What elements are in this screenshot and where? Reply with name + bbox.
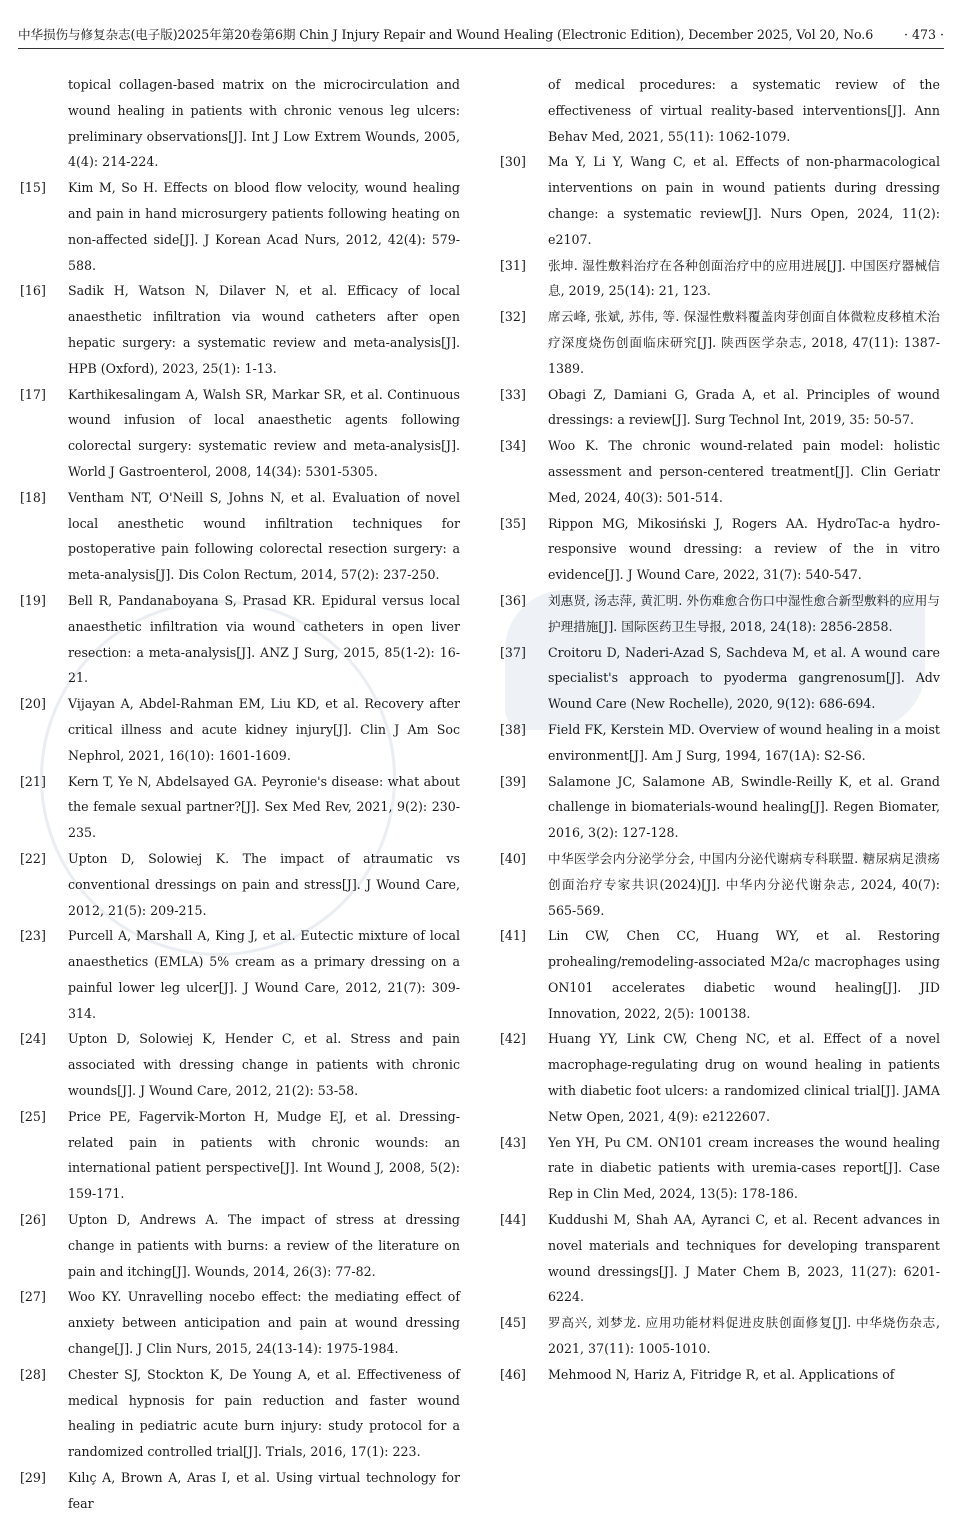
reference-text: Yen YH, Pu CM. ON101 cream increases the wound healing rate in diabetic patients with uremia-cases report[J]. Case Rep in Clin Med, 2024, 13(5): 178-186.: [548, 1134, 940, 1202]
reference-number: [17]: [20, 386, 46, 402]
reference-text: Bell R, Pandanaboyana S, Prasad KR. Epidural versus local anaesthetic infiltration via wound catheters in open liver resection: a meta-analysis[J]. ANZ J Surg, 2015, 85(1-2): 16-21.: [68, 592, 460, 686]
reference-entry: [20, 846, 460, 923]
reference-entry: [20, 769, 460, 846]
reference-entry: [500, 72, 940, 149]
reference-number: [37]: [500, 644, 526, 660]
reference-text: Upton D, Solowiej K, Hender C, et al. Stress and pain associated with dressing change in patients with chronic wounds[J]. J Wound Care, 2012, 21(2): 53-58.: [68, 1031, 460, 1099]
reference-text: Purcell A, Marshall A, King J, et al. Eutectic mixture of local anaesthetics (EMLA) 5% cream as a primary dressing on a painful lower leg ulcer[J]. J Wound Care, 2012, 21(7): 309-314.: [68, 928, 460, 1021]
reference-entry: [500, 588, 940, 640]
reference-entry: [20, 1362, 460, 1465]
reference-number: [30]: [500, 154, 526, 170]
reference-entry: [20, 1104, 460, 1207]
reference-text: Obagi Z, Damiani G, Grada A, et al. Principles of wound dressings: a review[J]. Surg Technol Int, 2019, 35: 50-57.: [548, 386, 940, 428]
reference-entry: [500, 382, 940, 434]
reference-number: [26]: [20, 1212, 46, 1228]
reference-entry: [500, 304, 940, 381]
reference-text: Huang YY, Link CW, Cheng NC, et al. Effect of a novel macrophage-regulating drug on wound healing in patients with diabetic foot ulcers: a randomized clinical trial[J]. JAMA Netw Open, 2021, 4(9): e2122607.: [548, 1031, 940, 1124]
reference-text: topical collagen-based matrix on the microcirculation and wound healing in patients with chronic venous leg ulcers: preliminary observations[J]. Int J Low Extrem Wounds, 2005, 4(4): 214-224.: [68, 77, 460, 170]
reference-entry: [500, 769, 940, 846]
reference-text: Karthikesalingam A, Walsh SR, Markar SR, et al. Continuous wound infusion of local anaesthetic agents following colorectal surgery: systematic review and meta-analysis[J]. World J Gastroenterol, 2008, 14(34): 5301-5305.: [68, 386, 460, 479]
reference-text: Vijayan A, Abdel-Rahman EM, Liu KD, et al. Recovery after critical illness and acute kidney injury[J]. Clin J Am Soc Nephrol, 2021, 16(10): 1601-1609.: [68, 696, 460, 763]
reference-entry: [20, 485, 460, 588]
reference-number: [32]: [500, 309, 526, 325]
reference-number: [46]: [500, 1366, 526, 1382]
reference-entry: [500, 640, 940, 717]
reference-number: [20]: [20, 696, 46, 712]
reference-number: [33]: [500, 386, 526, 402]
reference-number: [43]: [500, 1134, 526, 1150]
reference-entry: [500, 1362, 940, 1388]
reference-text: Kuddushi M, Shah AA, Ayranci C, et al. Recent advances in novel materials and techniques for developing transparent wound dressings[J]. J Mater Chem B, 2023, 11(27): 6201-6224.: [548, 1212, 940, 1305]
reference-entry: [20, 1284, 460, 1361]
reference-number: [24]: [20, 1031, 46, 1047]
reference-number: [18]: [20, 489, 46, 505]
reference-number: [38]: [500, 721, 526, 737]
reference-number: [34]: [500, 438, 526, 454]
reference-entry: [500, 1026, 940, 1129]
reference-entry: [20, 691, 460, 768]
reference-number: [29]: [20, 1470, 46, 1486]
reference-text: 罗高兴, 刘梦龙. 应用功能材料促进皮肤创面修复[J]. 中华烧伤杂志, 2021, 37(11): 1005-1010.: [548, 1315, 940, 1357]
reference-text: Croitoru D, Naderi-Azad S, Sachdeva M, et al. A wound care specialist's approach to pyoderma gangrenosum[J]. Adv Wound Care (New Rochelle), 2020, 9(12): 686-694.: [548, 644, 940, 712]
reference-entry: [500, 433, 940, 510]
reference-entry: [500, 1130, 940, 1207]
reference-entry: [500, 253, 940, 305]
reference-text: Rippon MG, Mikosiński J, Rogers AA. HydroTac-a hydro-responsive wound dressing: a review of the in vitro evidence[J]. J Wound Care, 2022, 31(7): 540-547.: [548, 515, 940, 583]
reference-entry: [20, 382, 460, 485]
reference-text: Field FK, Kerstein MD. Overview of wound healing in a moist environment[J]. Am J Surg, 1994, 167(1A): S2-S6.: [548, 721, 940, 763]
reference-entry: [20, 1026, 460, 1103]
left-column-references: [20, 72, 460, 1517]
reference-number: [16]: [20, 283, 46, 299]
reference-number: [22]: [20, 850, 46, 866]
reference-text: Salamone JC, Salamone AB, Swindle-Reilly K, et al. Grand challenge in biomaterials-wound healing[J]. Regen Biomater, 2016, 3(2): 127-128.: [548, 773, 940, 841]
reference-entry: [20, 72, 460, 175]
reference-number: [39]: [500, 773, 526, 789]
reference-number: [42]: [500, 1031, 526, 1047]
reference-text: Price PE, Fagervik-Morton H, Mudge EJ, et al. Dressing-related pain in patients with chronic wounds: an international patient perspective[J]. Int Wound J, 2008, 5(2): 159-171.: [68, 1108, 460, 1202]
reference-text: 中华医学会内分泌学分会, 中国内分泌代谢病专科联盟. 糖尿病足溃疡创面治疗专家共识(2024)[J]. 中华内分泌代谢杂志, 2024, 40(7): 565-569.: [548, 850, 940, 918]
reference-entry: [500, 1310, 940, 1362]
reference-entry: [500, 923, 940, 1026]
reference-text: Lin CW, Chen CC, Huang WY, et al. Restoring prohealing/remodeling-associated M2a/c macrophages using ON101 accelerates diabetic wound healing[J]. JID Innovation, 2022, 2(5): 100138.: [548, 928, 940, 1021]
reference-text: Kılıç A, Brown A, Aras I, et al. Using virtual technology for fear: [68, 1470, 460, 1511]
reference-entry: [20, 923, 460, 1026]
reference-number: [28]: [20, 1366, 46, 1382]
reference-text: 张坤. 湿性敷料治疗在各种创面治疗中的应用进展[J]. 中国医疗器械信息, 2019, 25(14): 21, 123.: [548, 257, 940, 299]
reference-number: [27]: [20, 1289, 46, 1305]
reference-number: [44]: [500, 1212, 526, 1228]
reference-text: Upton D, Andrews A. The impact of stress at dressing change in patients with burns: a review of the literature on pain and itching[J]. Wounds, 2014, 26(3): 77-82.: [68, 1212, 460, 1279]
reference-text: Ma Y, Li Y, Wang C, et al. Effects of non-pharmacological interventions on pain in wound patients during dressing change: a systematic review[J]. Nurs Open, 2024, 11(2): e2107.: [548, 154, 940, 247]
reference-number: [40]: [500, 850, 526, 866]
reference-text: Kim M, So H. Effects on blood flow velocity, wound healing and pain in hand microsurgery patients following heating on non-affected side[J]. J Korean Acad Nurs, 2012, 42(4): 579-588.: [68, 180, 460, 273]
reference-text: Woo KY. Unravelling nocebo effect: the mediating effect of anxiety between anticipation and pain at wound dressing change[J]. J Clin Nurs, 2015, 24(13-14): 1975-1984.: [68, 1289, 460, 1357]
reference-number: [21]: [20, 773, 46, 789]
journal-citation: 中华损伤与修复杂志(电子版)2025年第20卷第6期 Chin J Injury Repair and Wound Healing (Electronic Edition), December 2025, Vol 20, No.6: [18, 27, 874, 42]
reference-entry: [20, 1207, 460, 1284]
reference-number: [25]: [20, 1108, 46, 1124]
reference-number: [35]: [500, 515, 526, 531]
reference-entry: [20, 278, 460, 381]
reference-entry: [500, 149, 940, 252]
reference-text: 席云峰, 张斌, 苏伟, 等. 保湿性敷料覆盖肉芽创面自体微粒皮移植术治疗深度烧伤创面临床研究[J]. 陕西医学杂志, 2018, 47(11): 1387-1389.: [548, 309, 940, 376]
reference-number: [15]: [20, 180, 46, 196]
reference-text: Upton D, Solowiej K. The impact of atraumatic vs conventional dressings on pain and stress[J]. J Wound Care, 2012, 21(5): 209-215.: [68, 850, 460, 918]
reference-number: [23]: [20, 928, 46, 944]
reference-text: Chester SJ, Stockton K, De Young A, et al. Effectiveness of medical hypnosis for pain reduction and faster wound healing in pediatric acute burn injury: study protocol for a randomized controlled trial[J]. Trials, 2016, 17(1): 223.: [68, 1366, 460, 1460]
reference-entry: [500, 511, 940, 588]
reference-number: [19]: [20, 592, 46, 608]
reference-entry: [500, 1207, 940, 1310]
reference-number: [45]: [500, 1315, 526, 1331]
reference-text: Ventham NT, O'Neill S, Johns N, et al. Evaluation of novel local anesthetic wound infiltration techniques for postoperative pain following colorectal resection surgery: a meta-analysis[J]. Dis Colon Rectum, 2014, 57(2): 237-250.: [68, 489, 460, 583]
reference-text: Mehmood N, Hariz A, Fitridge R, et al. Applications of: [548, 1366, 895, 1382]
page-number: · 473 ·: [903, 27, 944, 42]
reference-text: 刘惠贤, 汤志萍, 黄汇明. 外伤难愈合伤口中湿性愈合新型敷料的应用与护理措施[J]. 国际医药卫生导报, 2018, 24(18): 2856-2858.: [548, 592, 940, 634]
reference-entry: [500, 717, 940, 769]
reference-text: of medical procedures: a systematic review of the effectiveness of virtual reality-based interventions[J]. Ann Behav Med, 2021, 55(11): 1062-1079.: [548, 77, 940, 144]
running-header: [18, 22, 944, 49]
reference-number: [31]: [500, 257, 526, 273]
reference-entry: [20, 1465, 460, 1517]
reference-entry: [20, 175, 460, 278]
right-column-references: [500, 72, 940, 1388]
reference-text: Woo K. The chronic wound-related pain model: holistic assessment and person-centered treatment[J]. Clin Geriatr Med, 2024, 40(3): 501-514.: [548, 438, 940, 505]
reference-entry: [500, 846, 940, 923]
reference-text: Sadik H, Watson N, Dilaver N, et al. Efficacy of local anaesthetic infiltration via wound catheters after open hepatic surgery: a systematic review and meta-analysis[J]. HPB (Oxford), 2023, 25(1): 1-13.: [68, 283, 460, 376]
reference-number: [36]: [500, 592, 526, 608]
reference-text: Kern T, Ye N, Abdelsayed GA. Peyronie's disease: what about the female sexual partner?[J]. Sex Med Rev, 2021, 9(2): 230-235.: [68, 773, 460, 841]
reference-entry: [20, 588, 460, 691]
reference-number: [41]: [500, 928, 526, 944]
